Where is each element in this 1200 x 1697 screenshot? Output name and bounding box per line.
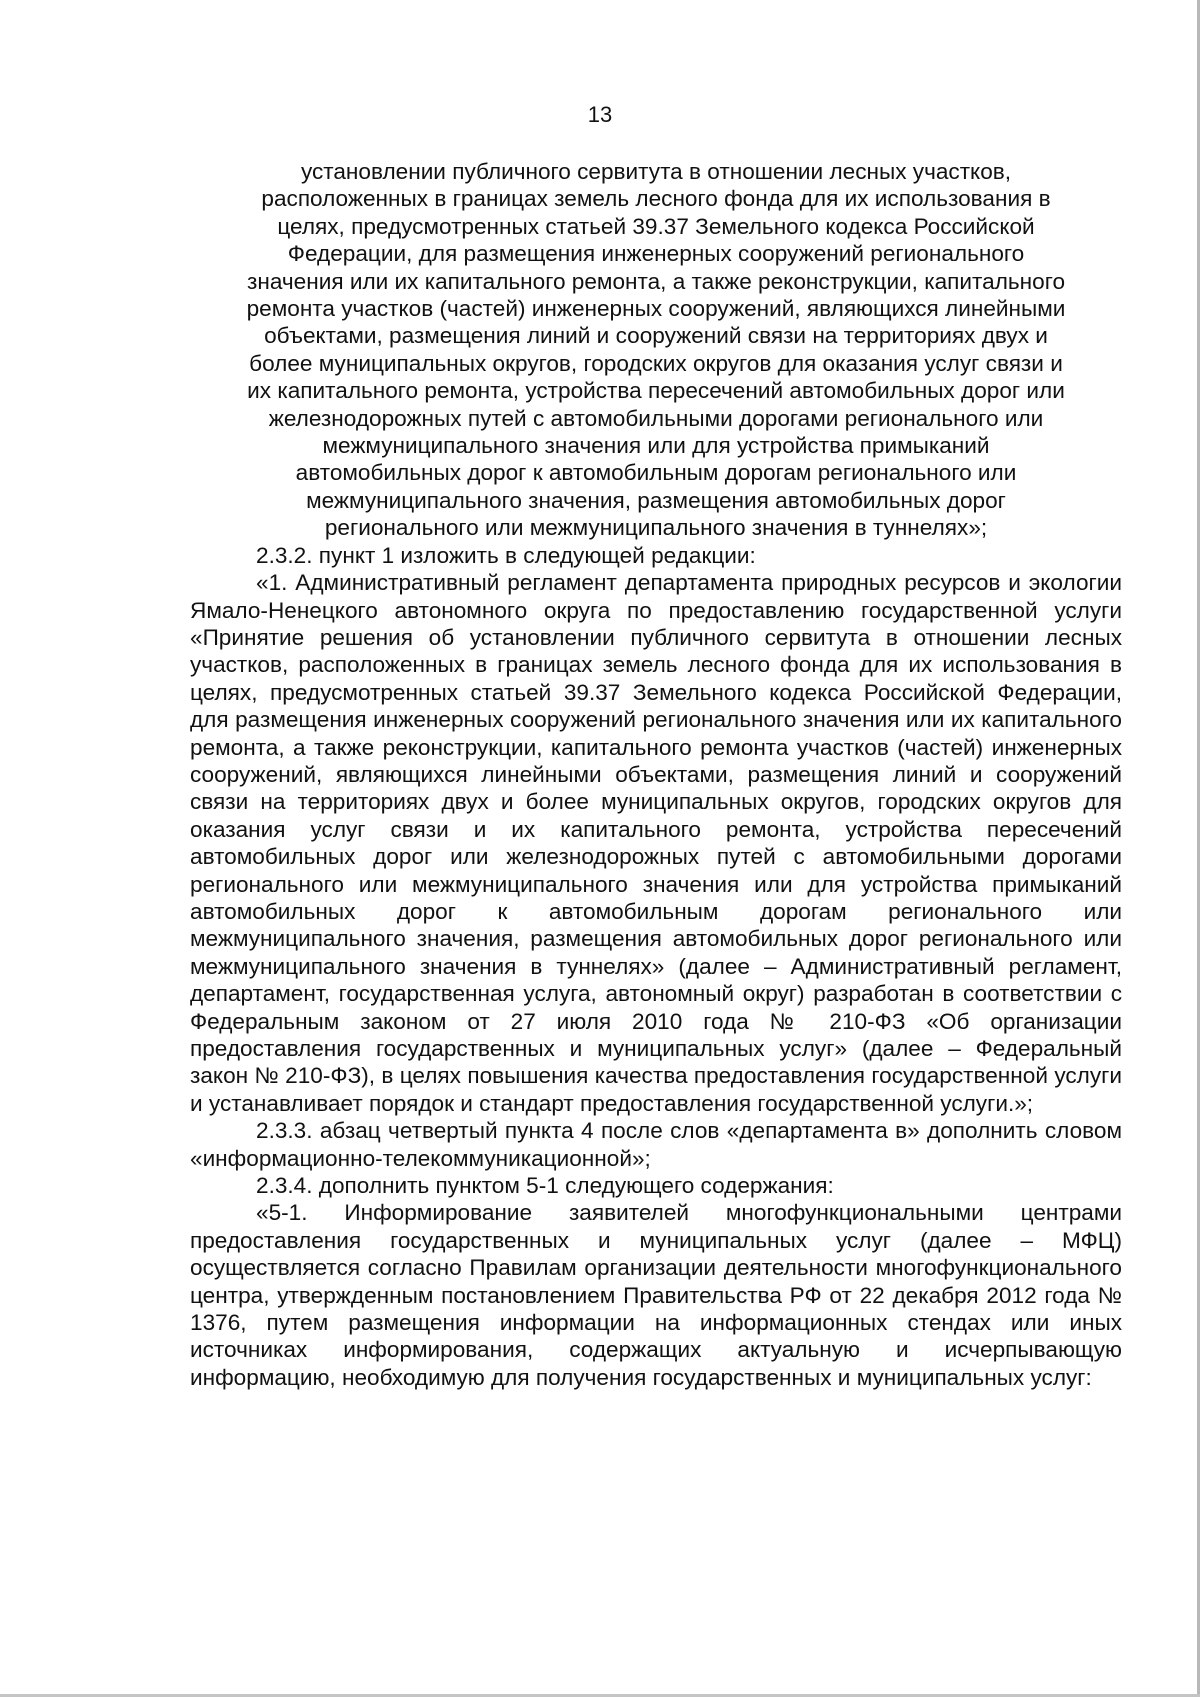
centered-line: целях, предусмотренных статьей 39.37 Земельного кодекса Российской [277,213,1035,239]
centered-line: регионального или межмуниципального значения в туннелях»; [324,515,988,541]
centered-line: ремонта участков (частей) инженерных сооружений, являющихся линейными [246,296,1066,322]
centered-line: автомобильных дорог к автомобильным дорогам регионального или [295,460,1017,486]
centered-line: межмуниципального значения, размещения автомобильных дорог [306,487,1006,513]
document-body [190,158,1122,1391]
centered-line: объектами, размещения линий и сооружений связи на территориях двух и [264,323,1048,349]
centered-line: значения или их капитального ремонта, а также реконструкции, капитального [246,268,1066,294]
centered-title-block [190,158,1122,542]
paragraph-2-3-2: 2.3.2. пункт 1 изложить в следующей редакции: [256,542,756,568]
centered-line: установлении публичного сервитута в отношении лесных участков, [300,159,1012,184]
paragraph-regulation-item-1: «1. Административный регламент департамента природных ресурсов и экологии Ямало-Ненецкого автономного округа по предоставлению государственной услуги «Принятие решения об установлении публичного сервитута в отношении лесных участков, расположенных в границах земель лесного фонда для их использования в целях, предусмотренных статьей 39.37 Земельного кодекса Российской Федерации, для размещения инженерных сооружений регионального значения или их капитального ремонта, а также реконструкции, капитального ремонта участков (частей) инженерных сооружений, являющихся линейными объектами, размещения линий и сооружений связи на территориях двух и более муниципальных округов, городских округов для оказания услуг связи и их капитального ремонта, устройства пересечений автомобильных дорог или железнодорожных путей с автомобильными дорогами регионального или межмуниципального значения или для устройства примыканий автомобильных дорог к автомобильным дорогам регионального или межмуниципального значения, размещения автомобильных дорог регионального или межмуниципального значения в туннелях» (далее – Административный регламент, департамент, государственная услуга, автономный округ) разработан в соответствии с Федеральным законом от 27 июля 2010 года № 210-ФЗ «Об организации предоставления государственных и муниципальных услуг» (далее – Федеральный закон № 210-ФЗ), в целях повышения качества предоставления государственной услуги и устанавливает порядок и стандарт предоставления государственной услуги.»; [190,570,1122,1116]
paragraph-2-3-3: 2.3.3. абзац четвертый пункта 4 после слов «департамента в» дополнить словом «информационно-телекоммуникационной»; [190,1118,1122,1171]
centered-line: Федерации, для размещения инженерных сооружений регионального [287,241,1025,267]
centered-line: их капитального ремонта, устройства пересечений автомобильных дорог или [247,378,1065,404]
centered-line: расположенных в границах земель лесного фонда для их использования в [261,186,1051,212]
paragraph-2-3-4: 2.3.4. дополнить пунктом 5-1 следующего содержания: [256,1173,834,1199]
centered-line: межмуниципального значения или для устройства примыканий [322,433,990,459]
centered-line: более муниципальных округов, городских округов для оказания услуг связи и [249,350,1063,376]
paragraph-item-5-1: «5-1. Информирование заявителей многофункциональными центрами предоставления государственных и муниципальных услуг (далее – МФЦ) осуществляется согласно Правилам организации деятельности многофункционального центра, утвержденным постановлением Правительства РФ от 22 декабря 2012 года № 1376, путем размещения информации на информационных стендах или иных источниках информирования, содержащих актуальную и исчерпывающую информацию, необходимую для получения государственных и муниципальных услуг: [190,1200,1122,1390]
page-number: 13 [587,102,613,127]
centered-line: железнодорожных путей с автомобильными дорогами регионального или [268,405,1044,431]
